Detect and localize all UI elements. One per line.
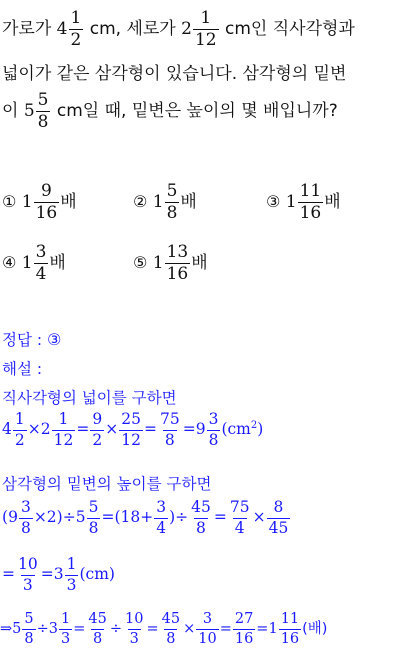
explanation-label: 해설 : xyxy=(2,360,43,378)
fraction: $\frac{45}{8}$ xyxy=(88,611,107,647)
fraction: $\frac{9}{16}$ xyxy=(35,181,58,223)
fraction: $\frac{5}{8}$ xyxy=(88,498,99,537)
equation-2: (9 $\frac{3}{8}$ ×2)÷5 $\frac{5}{8}$ =(18+ $\frac{3}{4}$ )÷ $\frac{45}{8}$ = $\frac{75}{4}$ × $\frac{8}{45}$ xyxy=(2,498,289,537)
choice-5[interactable]: ⑤ 1 $\frac{13}{16}$ 배 xyxy=(133,242,208,284)
fraction: $\frac{5}{8}$ xyxy=(37,90,49,132)
fraction: $\frac{27}{16}$ xyxy=(234,611,254,647)
fraction: $\frac{75}{8}$ xyxy=(159,410,180,449)
fraction: $\frac{13}{16}$ xyxy=(166,242,189,284)
equation-1: 4 $\frac{1}{2}$ ×2 $\frac{1}{12}$ = $\frac{9}{2}$ × $\frac{25}{12}$ = $\frac{75}{8}$ =9 $\frac{3}{8}$ $(cm^2)$ xyxy=(2,410,264,449)
fraction: $\frac{45}{8}$ xyxy=(161,611,181,647)
choice-1[interactable]: ① 1 $\frac{9}{16}$ 배 xyxy=(2,181,77,223)
fraction: $\frac{1}{3}$ xyxy=(66,555,77,594)
fraction: $\frac{5}{8}$ xyxy=(166,181,178,223)
equation-3: = $\frac{10}{3}$ =3 $\frac{1}{3}$ (cm) xyxy=(2,555,115,594)
explanation-step-1: 직사각형의 넓이를 구하면 xyxy=(2,389,177,407)
fraction: $\frac{3}{10}$ xyxy=(198,611,217,647)
fraction: $\frac{45}{8}$ xyxy=(191,498,211,537)
fraction: $\frac{25}{12}$ xyxy=(121,410,141,449)
choice-2[interactable]: ② 1 $\frac{5}{8}$ 배 xyxy=(133,181,197,223)
fraction: $\frac{1}{12}$ xyxy=(194,8,217,50)
question-line-2: 넓이가 같은 삼각형이 있습니다. 삼각형의 밑변 xyxy=(2,64,347,84)
answer-line: 정답 : ③ xyxy=(2,330,62,349)
question-line-3: 이 5 $\frac{5}{8}$ cm일 때, 밑변은 높이의 몇 배입니까? xyxy=(2,90,338,132)
fraction: $\frac{3}{8}$ xyxy=(20,498,31,537)
explanation-step-2: 삼각형의 밑변의 높이를 구하면 xyxy=(2,475,212,493)
equation-4: ⇒5 $\frac{5}{8}$ ÷3 $\frac{1}{3}$ = $\frac{45}{8}$ ÷ $\frac{10}{3}$ = $\frac{45}{8}$ × $\frac{3}{10}$ = $\frac{27}{16}$ =1 $\frac{11}{16}$ (배) xyxy=(0,611,328,647)
fraction: $\frac{11}{16}$ xyxy=(299,181,322,223)
fraction: $\frac{3}{4}$ xyxy=(156,498,167,537)
fraction: $\frac{10}{3}$ xyxy=(18,555,38,594)
fraction: $\frac{3}{8}$ xyxy=(208,410,219,449)
fraction: $\frac{8}{45}$ xyxy=(268,498,289,537)
fraction: $\frac{1}{3}$ xyxy=(61,611,71,647)
choice-3[interactable]: ③ 1 $\frac{11}{16}$ 배 xyxy=(266,181,341,223)
fraction: $\frac{1}{2}$ xyxy=(14,410,25,449)
question-line-1: 가로가 4 $\frac{1}{2}$ cm, 세로가 2 $\frac{1}{12}$ cm인 직사각형과 xyxy=(2,8,355,50)
fraction: $\frac{75}{4}$ xyxy=(229,498,250,537)
fraction: $\frac{11}{16}$ xyxy=(280,611,300,647)
fraction: $\frac{9}{2}$ xyxy=(92,410,103,449)
fraction: $\frac{3}{4}$ xyxy=(35,242,47,284)
fraction: $\frac{1}{12}$ xyxy=(53,410,74,449)
fraction: $\frac{10}{3}$ xyxy=(125,611,144,647)
fraction: $\frac{5}{8}$ xyxy=(24,611,34,647)
fraction: $\frac{1}{2}$ xyxy=(70,8,82,50)
choice-4[interactable]: ④ 1 $\frac{3}{4}$ 배 xyxy=(2,242,66,284)
